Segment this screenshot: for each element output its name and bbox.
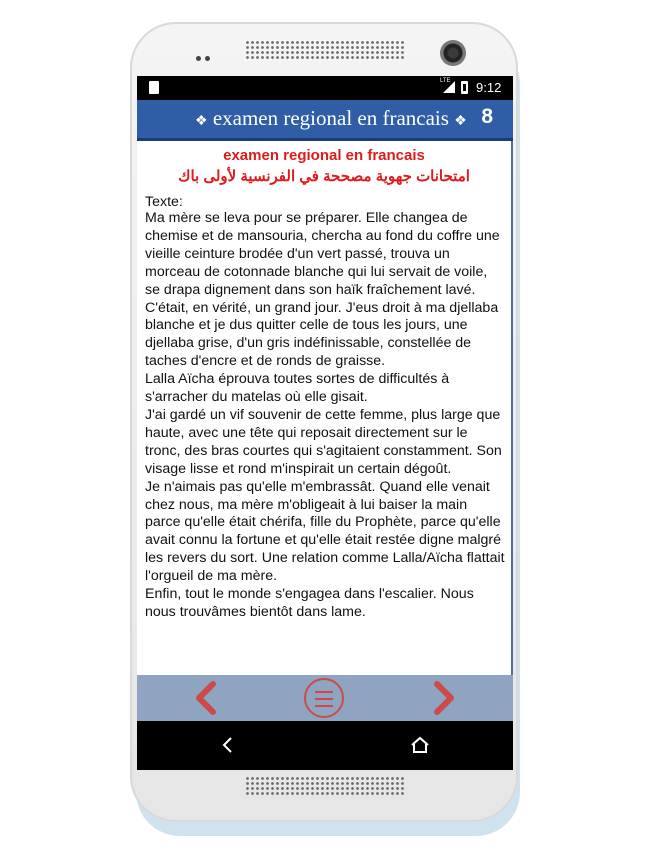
status-bar — [137, 76, 513, 100]
app-title: examen regional en francais — [212, 106, 449, 130]
lesson-content[interactable] — [137, 141, 513, 675]
app-title-row — [195, 106, 467, 131]
bottom-speaker-grille — [245, 776, 405, 796]
chevron-right-icon[interactable] — [427, 681, 461, 715]
content-title-arabic: امتحانات جهوية مصححة في الفرنسية لأولى باك — [178, 168, 470, 185]
back-icon[interactable] — [218, 734, 238, 756]
chevron-left-icon[interactable] — [189, 681, 223, 715]
signal-icon — [443, 81, 455, 93]
text-label: Texte: — [145, 194, 183, 210]
file-icon — [149, 81, 159, 94]
diamond-icon: ❖ — [195, 114, 208, 129]
top-speaker-grille — [245, 40, 405, 60]
text-body: Ma mère se leva pour se préparer. Elle changea de chemise et de mansouria, chercha au fond du coffre une vieille ceinture brodée d'un vert passé, trouva un morceau de cotonnade blanche qui lui servait de voile, se drapa dignement dans son haïk fraîchement lavé. C'était, en vérité, un grand jour. J'eus droit à ma djellaba blanche et je dus quitter celle de tous les jours, une djellaba grise, d'un gris indéfinissable, constellée de taches d'encre et de ronds de graisse. Lalla Aïcha éprouva toutes sortes de difficultés à s'arracher du matelas où elle gisait. J'ai gardé un vif souvenir de cette femme, plus large que haute, avec une tête qui reposait directement sur le tronc, des bras courtes qui s'agitaient constamment. Son visage lisse et rond m'inspirait un certain dégoût. Je n'aimais pas qu'elle m'embrassât. Quand elle venait chez nous, ma mère m'obligeait à lui baiser la main parce qu'elle était chérifa, fille du Prophète, parce qu'elle avait connu la fortune et qu'elle était restée digne malgré les revers du sort. Une relation comme Lalla/Aïcha flattait l'orgueil de ma mère. Enfin, tout le monde s'engagea dans l'escalier. Nous nous trouvâmes bientôt dans lame. — [145, 210, 505, 620]
network-type: LTE — [440, 78, 451, 84]
menu-icon[interactable] — [304, 678, 344, 718]
front-camera — [440, 40, 466, 66]
sensor-dot — [205, 56, 210, 61]
page-number: 8 — [481, 105, 493, 128]
bottom-nav — [137, 675, 513, 721]
app-bar — [137, 100, 513, 141]
home-icon[interactable] — [409, 734, 431, 756]
battery-icon — [461, 81, 468, 94]
sensor-dot — [196, 56, 201, 61]
status-time: 9:12 — [476, 80, 502, 95]
diamond-icon: ❖ — [454, 114, 467, 129]
phone-screen — [137, 76, 513, 770]
system-nav-bar — [137, 721, 513, 770]
content-title-french: examen regional en francais — [223, 147, 425, 164]
